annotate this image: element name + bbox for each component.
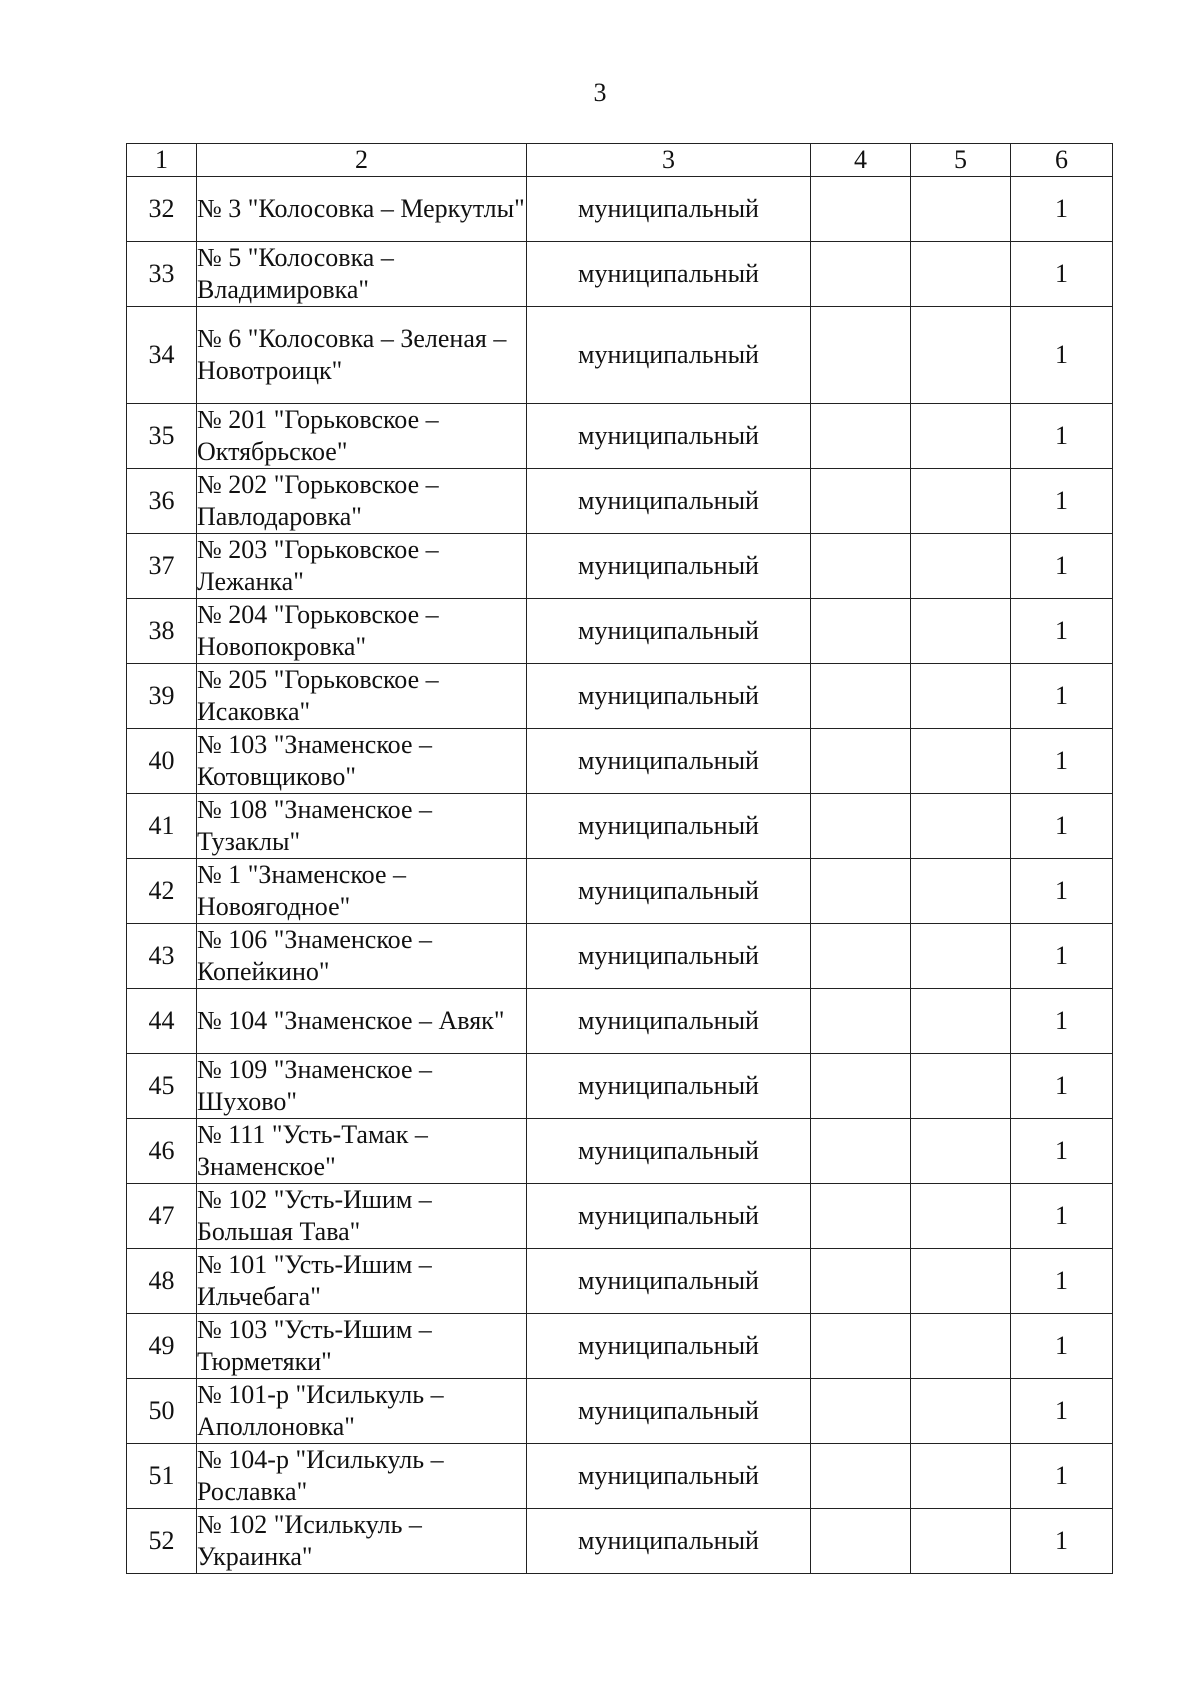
route-type-cell: муниципальный: [527, 307, 811, 404]
col-4-cell: [811, 599, 911, 664]
route-type-cell: муниципальный: [527, 1184, 811, 1249]
route-name-cell: № 103 "Знаменское – Котовщиково": [197, 729, 527, 794]
table-row: [127, 859, 1113, 924]
route-type-cell: муниципальный: [527, 1379, 811, 1444]
col-6-cell: 1: [1011, 989, 1113, 1054]
col-5-cell: [911, 469, 1011, 534]
col-6-cell: 1: [1011, 924, 1113, 989]
route-name-cell: № 103 "Усть-Ишим – Тюрметяки": [197, 1314, 527, 1379]
col-5-cell: [911, 404, 1011, 469]
col-5-cell: [911, 1379, 1011, 1444]
col-5-cell: [911, 924, 1011, 989]
col-5-cell: [911, 1119, 1011, 1184]
header-col-1: 1: [127, 144, 197, 177]
route-type-cell: муниципальный: [527, 1249, 811, 1314]
row-number-cell: 44: [127, 989, 197, 1054]
col-5-cell: [911, 664, 1011, 729]
col-4-cell: [811, 1249, 911, 1314]
table-row: [127, 1054, 1113, 1119]
header-col-6: 6: [1011, 144, 1113, 177]
col-6-cell: 1: [1011, 1119, 1113, 1184]
route-type-cell: муниципальный: [527, 1314, 811, 1379]
route-name-cell: № 205 "Горьковское – Исаковка": [197, 664, 527, 729]
route-type-cell: муниципальный: [527, 794, 811, 859]
col-6-cell: 1: [1011, 1509, 1113, 1574]
col-6-cell: 1: [1011, 599, 1113, 664]
row-number-cell: 48: [127, 1249, 197, 1314]
table-row: [127, 664, 1113, 729]
row-number-cell: 41: [127, 794, 197, 859]
route-name-cell: № 204 "Горьковское – Новопокровка": [197, 599, 527, 664]
col-4-cell: [811, 242, 911, 307]
row-number-cell: 39: [127, 664, 197, 729]
route-name-cell: № 109 "Знаменское – Шухово": [197, 1054, 527, 1119]
route-name-cell: № 101-р "Исилькуль – Аполлоновка": [197, 1379, 527, 1444]
route-type-cell: муниципальный: [527, 1119, 811, 1184]
route-type-cell: муниципальный: [527, 989, 811, 1054]
route-name-cell: № 101 "Усть-Ишим – Ильчебага": [197, 1249, 527, 1314]
route-name-cell: № 102 "Исилькуль – Украинка": [197, 1509, 527, 1574]
table-row: [127, 1249, 1113, 1314]
table-row: [127, 242, 1113, 307]
route-name-cell: № 102 "Усть-Ишим – Большая Тава": [197, 1184, 527, 1249]
col-5-cell: [911, 859, 1011, 924]
col-6-cell: 1: [1011, 1444, 1113, 1509]
col-4-cell: [811, 1054, 911, 1119]
col-6-cell: 1: [1011, 1249, 1113, 1314]
col-5-cell: [911, 242, 1011, 307]
route-type-cell: муниципальный: [527, 664, 811, 729]
col-6-cell: 1: [1011, 729, 1113, 794]
col-6-cell: 1: [1011, 1054, 1113, 1119]
table-row: [127, 1444, 1113, 1509]
col-4-cell: [811, 794, 911, 859]
row-number-cell: 51: [127, 1444, 197, 1509]
row-number-cell: 34: [127, 307, 197, 404]
route-name-cell: № 111 "Усть-Тамак – Знаменское": [197, 1119, 527, 1184]
table-row: [127, 794, 1113, 859]
table-row: [127, 307, 1113, 404]
col-5-cell: [911, 729, 1011, 794]
col-4-cell: [811, 1444, 911, 1509]
col-4-cell: [811, 989, 911, 1054]
routes-table: [126, 143, 1113, 1574]
row-number-cell: 38: [127, 599, 197, 664]
row-number-cell: 35: [127, 404, 197, 469]
header-col-3: 3: [527, 144, 811, 177]
row-number-cell: 40: [127, 729, 197, 794]
col-6-cell: 1: [1011, 177, 1113, 242]
route-type-cell: муниципальный: [527, 859, 811, 924]
route-name-cell: № 202 "Горьковское – Павлодаровка": [197, 469, 527, 534]
row-number-cell: 50: [127, 1379, 197, 1444]
table-row: [127, 404, 1113, 469]
col-6-cell: 1: [1011, 1379, 1113, 1444]
table-row: [127, 729, 1113, 794]
col-5-cell: [911, 177, 1011, 242]
col-5-cell: [911, 1314, 1011, 1379]
page-number: 3: [593, 78, 607, 107]
row-number-cell: 32: [127, 177, 197, 242]
col-5-cell: [911, 1509, 1011, 1574]
route-type-cell: муниципальный: [527, 1509, 811, 1574]
table-row: [127, 924, 1113, 989]
col-4-cell: [811, 404, 911, 469]
route-name-cell: № 108 "Знаменское – Тузаклы": [197, 794, 527, 859]
col-6-cell: 1: [1011, 469, 1113, 534]
col-5-cell: [911, 599, 1011, 664]
header-col-5: 5: [911, 144, 1011, 177]
route-type-cell: муниципальный: [527, 1054, 811, 1119]
col-4-cell: [811, 1314, 911, 1379]
col-4-cell: [811, 1184, 911, 1249]
table-row: [127, 1509, 1113, 1574]
col-5-cell: [911, 1184, 1011, 1249]
col-6-cell: 1: [1011, 404, 1113, 469]
row-number-cell: 42: [127, 859, 197, 924]
row-number-cell: 46: [127, 1119, 197, 1184]
col-6-cell: 1: [1011, 307, 1113, 404]
col-6-cell: 1: [1011, 794, 1113, 859]
table-row: [127, 534, 1113, 599]
route-name-cell: № 106 "Знаменское – Копейкино": [197, 924, 527, 989]
route-type-cell: муниципальный: [527, 1444, 811, 1509]
route-type-cell: муниципальный: [527, 599, 811, 664]
route-type-cell: муниципальный: [527, 534, 811, 599]
col-4-cell: [811, 1119, 911, 1184]
col-4-cell: [811, 177, 911, 242]
row-number-cell: 49: [127, 1314, 197, 1379]
route-type-cell: муниципальный: [527, 242, 811, 307]
col-4-cell: [811, 1379, 911, 1444]
col-5-cell: [911, 1249, 1011, 1314]
route-name-cell: № 104 "Знаменское – Авяк": [197, 989, 527, 1054]
route-type-cell: муниципальный: [527, 404, 811, 469]
route-type-cell: муниципальный: [527, 469, 811, 534]
col-4-cell: [811, 469, 911, 534]
col-6-cell: 1: [1011, 534, 1113, 599]
table-body: [127, 177, 1113, 1574]
table-header-row: [127, 144, 1113, 177]
row-number-cell: 33: [127, 242, 197, 307]
row-number-cell: 43: [127, 924, 197, 989]
table-row: [127, 469, 1113, 534]
col-6-cell: 1: [1011, 664, 1113, 729]
col-5-cell: [911, 989, 1011, 1054]
header-col-4: 4: [811, 144, 911, 177]
route-name-cell: № 201 "Горьковское – Октябрьское": [197, 404, 527, 469]
table-row: [127, 177, 1113, 242]
col-4-cell: [811, 664, 911, 729]
col-6-cell: 1: [1011, 1184, 1113, 1249]
col-5-cell: [911, 1054, 1011, 1119]
col-4-cell: [811, 859, 911, 924]
route-name-cell: № 5 "Колосовка – Владимировка": [197, 242, 527, 307]
header-col-2: 2: [197, 144, 527, 177]
row-number-cell: 36: [127, 469, 197, 534]
route-type-cell: муниципальный: [527, 924, 811, 989]
route-name-cell: № 1 "Знаменское – Новоягодное": [197, 859, 527, 924]
route-type-cell: муниципальный: [527, 729, 811, 794]
table-row: [127, 1314, 1113, 1379]
col-5-cell: [911, 307, 1011, 404]
col-6-cell: 1: [1011, 859, 1113, 924]
col-4-cell: [811, 307, 911, 404]
row-number-cell: 37: [127, 534, 197, 599]
table-row: [127, 1184, 1113, 1249]
row-number-cell: 45: [127, 1054, 197, 1119]
col-4-cell: [811, 534, 911, 599]
col-4-cell: [811, 1509, 911, 1574]
col-4-cell: [811, 729, 911, 794]
table-row: [127, 1119, 1113, 1184]
table-row: [127, 1379, 1113, 1444]
col-4-cell: [811, 924, 911, 989]
col-5-cell: [911, 534, 1011, 599]
table-row: [127, 989, 1113, 1054]
row-number-cell: 47: [127, 1184, 197, 1249]
col-5-cell: [911, 794, 1011, 859]
row-number-cell: 52: [127, 1509, 197, 1574]
table-row: [127, 599, 1113, 664]
route-name-cell: № 6 "Колосовка – Зеленая – Новотроицк": [197, 307, 527, 404]
col-6-cell: 1: [1011, 1314, 1113, 1379]
route-name-cell: № 3 "Колосовка – Меркутлы": [197, 177, 527, 242]
col-6-cell: 1: [1011, 242, 1113, 307]
route-type-cell: муниципальный: [527, 177, 811, 242]
route-name-cell: № 104-р "Исилькуль – Рославка": [197, 1444, 527, 1509]
col-5-cell: [911, 1444, 1011, 1509]
route-name-cell: № 203 "Горьковское – Лежанка": [197, 534, 527, 599]
